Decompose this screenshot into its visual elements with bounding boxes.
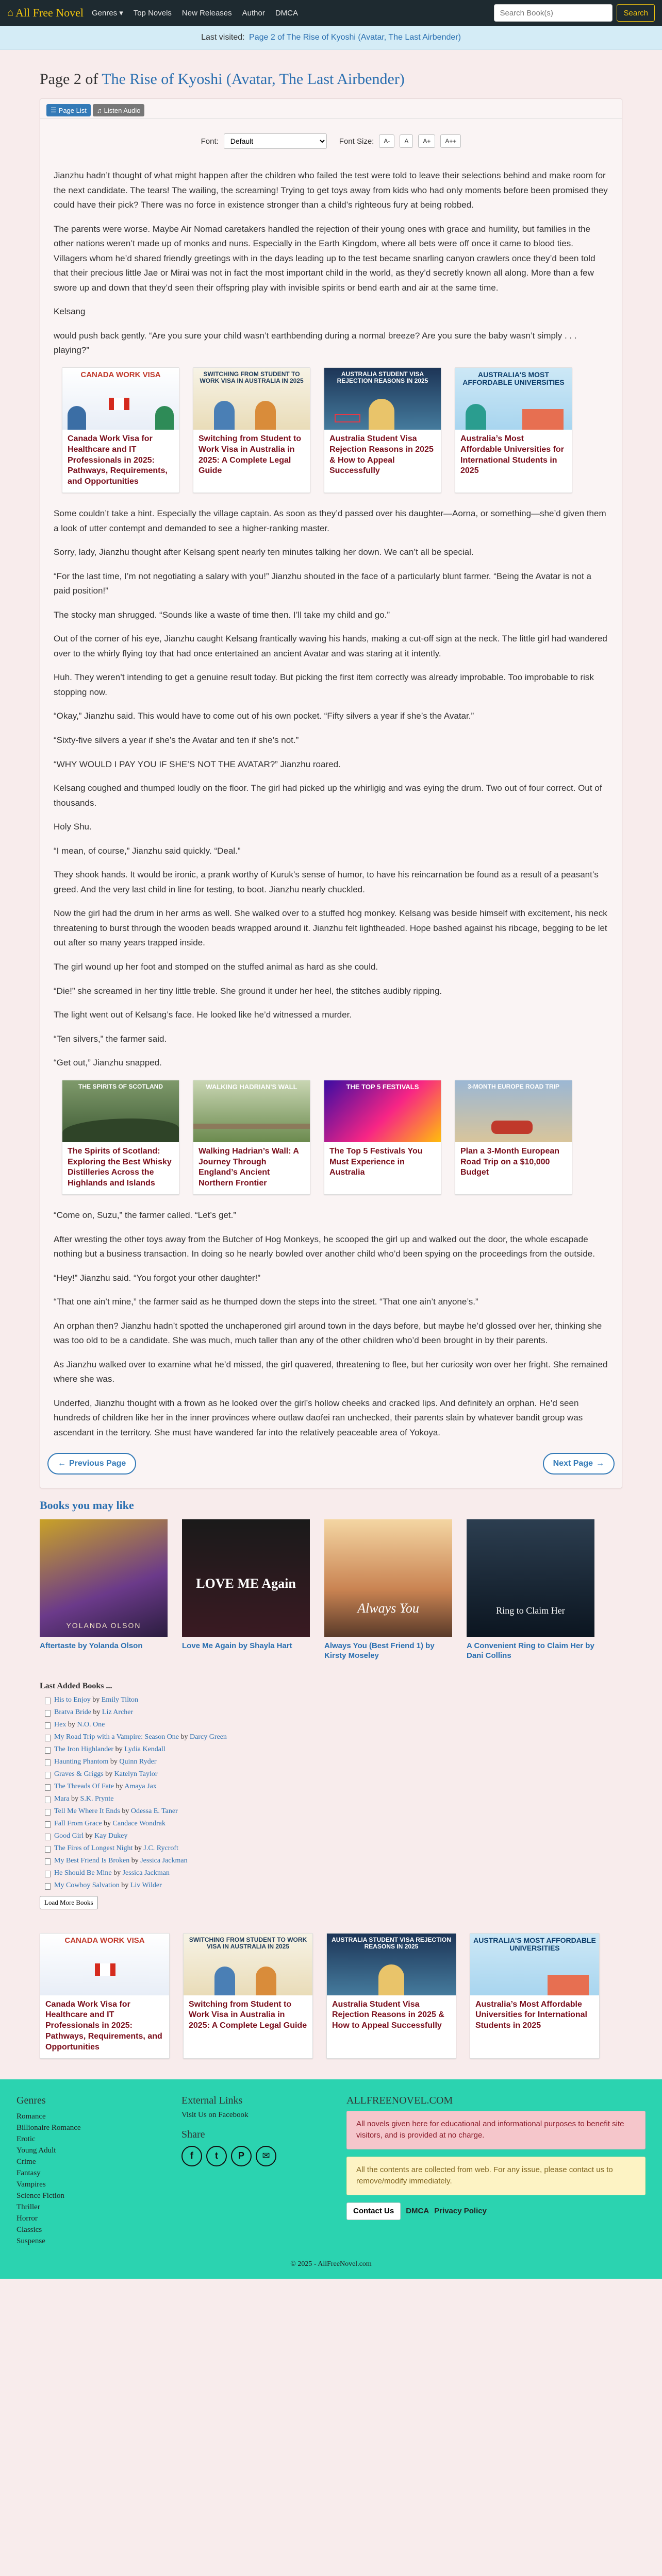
person-figure <box>255 401 276 430</box>
paragraph: Kelsang <box>54 307 86 317</box>
footer-columns <box>16 2095 646 2247</box>
person-figure <box>155 406 174 430</box>
flag-icon <box>109 398 129 410</box>
contact-us-button[interactable]: Contact Us <box>346 2202 401 2220</box>
wall-figure <box>193 1124 310 1129</box>
book-cover <box>40 1519 168 1637</box>
car-figure <box>491 1121 533 1134</box>
paragraph: The girl wound up her foot and stomped on the stuffed animal as hard as she could. <box>54 962 378 972</box>
ad-title: The Spirits of Scotland: Exploring the Best Whisky Distilleries Across the Highlands and Islands <box>68 1146 172 1188</box>
footer-site <box>346 2095 646 2247</box>
footer-share-heading: Share <box>181 2128 205 2140</box>
cover-text: Ring to Claim Her <box>496 1605 565 1616</box>
reader-settings <box>46 133 616 149</box>
author-link[interactable]: J.C. Rycroft <box>143 1844 178 1852</box>
ad-title: Walking Hadrian’s Wall: A Journey Through England’s Ancient Northern Frontier <box>198 1146 299 1188</box>
person-figure <box>214 1967 235 1995</box>
author-link[interactable]: Liv Wilder <box>130 1881 162 1889</box>
author-link[interactable]: N.O. One <box>77 1720 105 1728</box>
paragraph: The stocky man shrugged. “Sounds like a waste of time then. I’ll take my child and go.” <box>54 609 390 620</box>
book-title-link[interactable]: The Rise of Kyoshi (Avatar, The Last Airbender) <box>102 71 405 88</box>
footer-external-heading: External Links <box>181 2094 243 2106</box>
last-visited-label: Last visited: <box>201 33 245 42</box>
ad-row-mid <box>62 1080 608 1195</box>
list-item <box>54 1781 622 1793</box>
font-size-default[interactable]: A <box>400 134 413 148</box>
book-link[interactable]: Fall From Grace <box>54 1819 102 1827</box>
genre-link[interactable]: Science Fiction <box>16 2191 64 2200</box>
ad-title: Australia’s Most Affordable Universities for International Students in 2025 <box>460 434 564 476</box>
person-figure <box>256 1967 276 1995</box>
list-item <box>54 1793 622 1805</box>
paragraph: After wresting the other toys away from the Butcher of Hog Monkeys, he scooped the girl up and walked out the door, the whole escapade nothing but a business transaction. In doing so he nearly bowled over another child who’d been spying on the proceedings from the outside. <box>54 1234 595 1259</box>
page-title-prefix: Page 2 of <box>40 71 98 88</box>
main-content <box>40 71 622 2059</box>
list-icon: ☰ <box>51 106 57 114</box>
genre-link[interactable]: Erotic <box>16 2134 36 2143</box>
font-size-max[interactable]: A++ <box>440 134 461 148</box>
list-item <box>54 1855 622 1867</box>
paragraph: Huh. They weren’t intending to get a genuine result today. But picking the first item correctly was already improbable. Too improbable to risk stopping now. <box>54 672 594 697</box>
footer-genres <box>16 2095 181 2247</box>
books-you-may-like <box>40 1499 622 1661</box>
book-link[interactable]: Tell Me Where It Ends <box>54 1807 120 1815</box>
cover-text: YOLANDA OLSON <box>66 1621 141 1630</box>
footer-external <box>181 2095 346 2247</box>
ad-title: Australia’s Most Affordable Universities for International Students in 2025 <box>475 1999 587 2030</box>
book-title: A Convenient Ring to Claim Her by Dani Collins <box>467 1641 594 1660</box>
footer-links <box>346 2202 646 2220</box>
ad-card[interactable] <box>455 1080 572 1195</box>
paragraph: “That one ain’t mine,” the farmer said as he thumped down the steps into the street. “That one ain’t anyone’s.” <box>54 1297 478 1307</box>
pager <box>46 1453 616 1475</box>
page-title <box>40 71 622 88</box>
ad-title: Plan a 3-Month European Road Trip on a $10,000 Budget <box>460 1146 560 1177</box>
font-label: Font: <box>201 137 219 146</box>
author-link[interactable]: Liz Archer <box>102 1708 134 1716</box>
book-link[interactable]: Haunting Phantom <box>54 1757 109 1766</box>
list-item <box>54 1694 622 1706</box>
cover-text: Always You <box>357 1600 419 1616</box>
ad-card[interactable] <box>324 367 441 493</box>
person-figure <box>378 1964 404 1995</box>
paragraph: The light went out of Kelsang’s face. He looked like he’d witnessed a murder. <box>54 1010 352 1020</box>
by-label: by <box>131 1856 139 1865</box>
paragraph: As Jianzhu walked over to examine what he’d missed, the girl quavered, threatening to flee, but her curiosity won over her fright. She remained where she was. <box>54 1359 608 1384</box>
ad-title: Switching from Student to Work Visa in Australia in 2025: A Complete Legal Guide <box>189 1999 307 2030</box>
ad-image-text: AUSTRALIA'S MOST AFFORDABLE UNIVERSITIES <box>473 1936 596 1952</box>
author-link[interactable]: Lydia Kendall <box>124 1745 166 1753</box>
ad-row-top <box>62 367 608 493</box>
search-input[interactable] <box>494 4 613 22</box>
last-visited-link[interactable]: Page 2 of The Rise of Kyoshi (Avatar, The Last Airbender) <box>249 33 461 42</box>
by-label: by <box>71 1794 79 1803</box>
nav-top-novels[interactable]: Top Novels <box>133 8 172 18</box>
nav-genres-label: Genres <box>91 8 118 18</box>
ad-image <box>40 1934 169 1995</box>
previous-page-label: Previous Page <box>69 1459 126 1468</box>
book-link[interactable]: Good Girl <box>54 1832 84 1840</box>
book-link[interactable]: My Best Friend Is Broken <box>54 1856 130 1865</box>
paragraph: “Sixty-five silvers a year if she’s the Avatar and ten if she’s not.” <box>54 735 299 745</box>
by-label: by <box>115 1782 123 1790</box>
list-item <box>54 1867 622 1879</box>
share-icons <box>181 2146 346 2166</box>
ad-image <box>327 1934 456 1995</box>
genre-link[interactable]: Fantasy <box>16 2168 41 2177</box>
flag-icon <box>95 1963 115 1976</box>
font-size-decrease[interactable]: A- <box>379 134 394 148</box>
ad-card[interactable] <box>62 1080 179 1195</box>
by-label: by <box>115 1745 123 1753</box>
list-item <box>54 1842 622 1855</box>
next-page-label: Next Page <box>553 1459 593 1468</box>
load-more-button[interactable]: Load More Books <box>40 1896 98 1909</box>
book-cover <box>182 1519 310 1637</box>
ad-title: Canada Work Visa for Healthcare and IT Professionals in 2025: Pathways, Requirements, and Opportunities <box>45 1999 162 2052</box>
paragraph: They shook hands. It would be ironic, a prank worthy of Kuruk’s sense of humor, to have his reincarnation be found as a result of a peasant’s greed. And the very last child in line for testing, to boot. Jianzhu nearly chuckled. <box>54 870 599 894</box>
paragraph: Holy Shu. <box>54 822 92 832</box>
ad-image-text: THE SPIRITS OF SCOTLAND <box>78 1082 163 1090</box>
by-label: by <box>85 1832 93 1840</box>
ad-card[interactable] <box>193 367 310 493</box>
font-size-increase[interactable]: A+ <box>418 134 435 148</box>
ad-card[interactable] <box>40 1933 170 2059</box>
by-label: by <box>134 1844 142 1852</box>
paragraph: The parents were worse. Maybe Air Nomad caretakers handled the rejection of their young ones with grace and humility, but families in the other nations weren’t made up of monks and nuns. Especially in the Earth Kingdom, where all bets were off once it came to blood ties. Villagers whom he’d shared friendly greetings with in the days leading up to the test became snarling canyon crawlers once they’d been told that their precious little Jae or Mirai was not in fact the most important child in the world, as they’d secretly known all along. More than a few swore up and down that they’d seen their offspring play with invisible spirits or bend earth and air at the same time. <box>54 224 595 293</box>
last-added-books <box>40 1682 622 1909</box>
author-link[interactable]: Darcy Green <box>190 1733 227 1741</box>
person-figure <box>214 401 235 430</box>
reader-card <box>40 98 622 1488</box>
tab-page-list-label: Page List <box>58 106 87 114</box>
twitter-icon[interactable]: t <box>206 2146 227 2166</box>
paragraph: Sorry, lady, Jianzhu thought after Kelsang spent nearly ten minutes talking her down. We can’t all be special. <box>54 547 474 557</box>
ad-title: Canada Work Visa for Healthcare and IT Professionals in 2025: Pathways, Requirements, and Opportunities <box>68 434 168 486</box>
book-link[interactable]: Hex <box>54 1720 67 1728</box>
genre-link[interactable]: Horror <box>16 2214 38 2223</box>
tab-page-list[interactable] <box>46 104 91 116</box>
nav-genres[interactable] <box>92 8 123 18</box>
book-title: Love Me Again by Shayla Hart <box>182 1641 292 1650</box>
ad-image <box>193 368 310 430</box>
by-label: by <box>104 1819 111 1827</box>
ad-card[interactable] <box>326 1933 456 2059</box>
list-item <box>54 1830 622 1842</box>
hill-figure <box>62 1118 179 1142</box>
paragraph: “WHY WOULD I PAY YOU IF SHE’S NOT THE AVATAR?” Jianzhu roared. <box>54 759 341 769</box>
home-icon: ⌂ <box>7 7 14 19</box>
genre-link[interactable]: Suspense <box>16 2236 45 2245</box>
nav-search <box>494 4 655 22</box>
genre-link[interactable]: Billionaire Romance <box>16 2123 81 2132</box>
paragraph: “Get out,” Jianzhu snapped. <box>54 1058 162 1068</box>
brand-link[interactable] <box>7 6 84 20</box>
by-label: by <box>110 1757 118 1766</box>
ad-image <box>184 1934 312 1995</box>
ad-title: The Top 5 Festivals You Must Experience in Australia <box>329 1146 423 1177</box>
ad-card[interactable] <box>62 367 179 493</box>
ad-row-bottom <box>40 1933 622 2059</box>
reader-tabs <box>46 99 616 116</box>
author-link[interactable]: Jessica Jackman <box>140 1856 188 1865</box>
ad-image-text: CANADA WORK VISA <box>80 370 161 380</box>
author-link[interactable]: Emily Tilton <box>101 1696 138 1704</box>
arrow-right-icon: → <box>596 1459 604 1468</box>
privacy-policy-link[interactable]: Privacy Policy <box>434 2207 487 2215</box>
paragraph: Jianzhu hadn’t thought of what might happen after the children who failed the test were told to leave their selections behind and make room for the next candidate. The tears! The wailing, the screaming! Trying to get toys away from kids who had only moments before been promised they could have their pick? There was no force in existence stronger than a child’s righteous fury at being robbed. <box>54 171 608 210</box>
tab-listen-audio-label: Listen Audio <box>104 106 141 114</box>
book-link[interactable]: My Cowboy Salvation <box>54 1881 120 1889</box>
author-link[interactable]: Jessica Jackman <box>122 1869 170 1877</box>
ad-title: Australia Student Visa Rejection Reasons in 2025 & How to Appeal Successfully <box>329 434 434 476</box>
book-link[interactable]: Mara <box>54 1794 70 1803</box>
paragraph: “Hey!” Jianzhu said. “You forgot your other daughter!” <box>54 1273 260 1283</box>
person-figure <box>68 406 86 430</box>
brand-name: All Free Novel <box>15 6 84 19</box>
book-title: Aftertaste by Yolanda Olson <box>40 1641 143 1650</box>
ad-image-text: SWITCHING FROM STUDENT TO WORK VISA IN AUSTRALIA IN 2025 <box>189 1936 307 1950</box>
paragraph: Underfed, Jianzhu thought with a frown as he looked over the girl’s hollow cheeks and cracked lips. And definitely an orphan. He’d seen hundreds of children like her in the inner provinces where outlaw daofei ran unchecked, their parents slain by whatever bandit group was ascendant in the territory. She must have wandered far into the relatively peaceable area of Yokoya. <box>54 1398 583 1437</box>
paragraph: Now the girl had the drum in her arms as well. She walked over to a stuffed hog monkey. Kelsang was beside himself with excitement, his neck threatening to burst through the wooden beads wrapped around it. Jianzhu felt lightheaded. Hope bashed against his ribcage, begging to be let out after so many years trapped inside. <box>54 908 607 948</box>
font-select[interactable] <box>224 133 327 149</box>
rejected-stamp <box>335 414 360 422</box>
list-item <box>54 1768 622 1781</box>
paragraph: An orphan then? Jianzhu hadn’t spotted the unchaperoned girl around town in the days before, but maybe he’d glossed over her, thinking she was too old to be a candidate. She was much, much taller than any of the other children who’d been brought in by their parents. <box>54 1320 602 1346</box>
ad-image-text: AUSTRALIA STUDENT VISA REJECTION REASONS IN 2025 <box>332 1936 451 1950</box>
book-card[interactable] <box>467 1519 594 1661</box>
book-cover <box>324 1519 452 1637</box>
ad-image <box>324 368 441 430</box>
ad-image <box>470 1934 599 1995</box>
genre-link[interactable]: Classics <box>16 2225 42 2234</box>
book-link[interactable]: The Threads Of Fate <box>54 1782 114 1790</box>
ad-image <box>455 1080 572 1142</box>
paragraph: “Ten silvers,” the farmer said. <box>54 1033 167 1044</box>
by-label: by <box>121 1881 129 1889</box>
by-label: by <box>113 1869 121 1877</box>
by-label: by <box>105 1770 113 1778</box>
paragraph: “Come on, Suzu,” the farmer called. “Let’s get.” <box>54 1210 237 1220</box>
list-item <box>54 1805 622 1818</box>
copyright: © 2025 - AllFreeNovel.com <box>290 2260 372 2268</box>
ad-image-text: SWITCHING FROM STUDENT TO WORK VISA IN AUSTRALIA IN 2025 <box>200 370 304 385</box>
list-item <box>54 1731 622 1743</box>
genre-link[interactable]: Thriller <box>16 2202 40 2211</box>
by-label: by <box>93 1708 101 1716</box>
person-figure <box>369 399 394 430</box>
author-link[interactable]: Katelyn Taylor <box>114 1770 158 1778</box>
ad-image-text: 3-MONTH EUROPE ROAD TRIP <box>467 1082 559 1090</box>
ad-image-text: CANADA WORK VISA <box>64 1936 145 1945</box>
tabs-divider <box>40 118 622 119</box>
genre-link[interactable]: Young Adult <box>16 2146 56 2155</box>
ad-card[interactable] <box>324 1080 441 1195</box>
author-link[interactable]: Candace Wondrak <box>112 1819 166 1827</box>
book-card[interactable] <box>40 1519 168 1661</box>
ad-title: Australia Student Visa Rejection Reasons in 2025 & How to Appeal Successfully <box>332 1999 444 2030</box>
genre-link[interactable]: Vampires <box>16 2180 46 2189</box>
ad-image-text: AUSTRALIA STUDENT VISA REJECTION REASONS IN 2025 <box>337 370 428 385</box>
footer <box>0 2079 662 2279</box>
footer-site-heading: ALLFREENOVEL.COM <box>346 2094 453 2106</box>
paragraph: “Okay,” Jianzhu said. This would have to come out of his own pocket. “Fifty silvers a year if she’s the Avatar.” <box>54 711 474 721</box>
previous-page-button[interactable] <box>47 1453 136 1475</box>
book-link[interactable]: My Road Trip with a Vampire: Season One <box>54 1733 179 1741</box>
person-figure <box>466 404 486 430</box>
nav-dmca[interactable]: DMCA <box>275 8 299 18</box>
by-label: by <box>92 1696 100 1704</box>
font-size-label: Font Size: <box>339 137 374 146</box>
building-figure <box>522 409 564 430</box>
last-added-heading: Last Added Books ... <box>40 1681 112 1690</box>
author-link[interactable]: Odessa E. Taner <box>130 1807 178 1815</box>
ad-image <box>324 1080 441 1142</box>
list-item <box>54 1879 622 1892</box>
genre-link[interactable]: Romance <box>16 2112 46 2121</box>
genre-link[interactable]: Crime <box>16 2157 36 2166</box>
book-link[interactable]: Graves & Griggs <box>54 1770 104 1778</box>
audio-icon: ♫ <box>96 106 102 114</box>
ad-image-text: AUSTRALIA'S MOST AFFORDABLE UNIVERSITIES <box>462 370 565 387</box>
search-button[interactable]: Search <box>617 4 655 22</box>
book-link[interactable]: Bratva Bride <box>54 1708 91 1716</box>
list-item <box>54 1818 622 1830</box>
book-link[interactable]: His to Enjoy <box>54 1696 91 1704</box>
book-link[interactable]: The Fires of Longest Night <box>54 1844 133 1852</box>
list-item <box>54 1743 622 1756</box>
author-link[interactable]: Kay Dukey <box>94 1832 128 1840</box>
footer-dmca-link[interactable]: DMCA <box>406 2207 429 2215</box>
ad-card[interactable] <box>455 367 572 493</box>
tab-listen-audio[interactable] <box>93 104 145 116</box>
arrow-left-icon: ← <box>58 1459 66 1468</box>
book-link[interactable]: He Should Be Mine <box>54 1869 112 1877</box>
paragraph: “I mean, of course,” Jianzhu said quickly. “Deal.” <box>54 845 241 856</box>
pinterest-icon[interactable]: P <box>231 2146 252 2166</box>
paragraph: “For the last time, I’m not negotiating a salary with you!” Jianzhu shouted in the face of a particularly blunt farmer. “Being the Avatar is not a paid position!” <box>54 571 591 596</box>
email-icon[interactable]: ✉ <box>256 2146 276 2166</box>
book-link[interactable]: The Iron Highlander <box>54 1745 114 1753</box>
ad-image-text: WALKING HADRIAN'S WALL <box>206 1082 297 1091</box>
disclaimer-alert: All novels given here for educational and informational purposes to benefit site visitors, and is provided at no charge. <box>346 2111 646 2149</box>
author-link[interactable]: S.K. Prynte <box>80 1794 114 1803</box>
paragraph: “Die!” she screamed in her tiny little treble. She ground it under her heel, the stitches audibly ripping. <box>54 986 442 996</box>
by-label: by <box>68 1720 75 1728</box>
content-notice-alert: All the contents are collected from web. For any issue, please contact us to remove/modify immediately. <box>346 2157 646 2195</box>
book-card[interactable] <box>182 1519 310 1661</box>
next-page-button[interactable] <box>543 1453 615 1475</box>
paragraph: would push back gently. “Are you sure your child wasn’t earthbending during a normal breeze? Are you sure the baby wasn’t simply . . . playing?” <box>54 330 577 355</box>
paragraph: Kelsang coughed and thumped loudly on the floor. The girl had picked up the whirligig and was eying the drum. Two out of four correct. Out of thousands. <box>54 783 602 808</box>
by-label: by <box>122 1807 129 1815</box>
author-link[interactable]: Quinn Ryder <box>119 1757 157 1766</box>
list-item <box>54 1706 622 1719</box>
last-visited-bar <box>0 26 662 50</box>
book-title: Always You (Best Friend 1) by Kirsty Moseley <box>324 1641 435 1660</box>
building-figure <box>548 1975 589 1995</box>
facebook-link[interactable]: Visit Us on Facebook <box>181 2110 249 2119</box>
genre-list <box>16 2111 181 2247</box>
last-added-list <box>40 1694 622 1892</box>
ad-image <box>62 368 179 430</box>
nav-author[interactable]: Author <box>242 8 265 18</box>
ad-title: Switching from Student to Work Visa in Australia in 2025: A Complete Legal Guide <box>198 434 302 476</box>
ad-image-text: THE TOP 5 FESTIVALS <box>346 1082 419 1091</box>
navbar <box>0 0 662 26</box>
footer-genres-heading: Genres <box>16 2094 46 2106</box>
section-heading: Books you may like <box>40 1498 134 1512</box>
cover-text: LOVE ME Again <box>196 1575 296 1591</box>
facebook-icon[interactable]: f <box>181 2146 202 2166</box>
nav-new-releases[interactable]: New Releases <box>181 8 232 18</box>
paragraph: Out of the corner of his eye, Jianzhu caught Kelsang frantically waving his hands, making a cut-off sign at the neck. The little girl had wandered over to the whirly flying toy that had once entertained an ancient Avatar and was staring at it intently. <box>54 634 607 658</box>
caret-down-icon: ▾ <box>119 9 123 18</box>
book-cover <box>467 1519 594 1637</box>
ad-card[interactable] <box>183 1933 313 2059</box>
list-item <box>54 1719 622 1731</box>
paragraph: Some couldn’t take a hint. Especially the village captain. As soon as they’d passed over his daughter—Aorna, or something—she’d given them a look of utter contempt and demanded to see a higher-ranking master. <box>54 509 606 533</box>
ad-card[interactable] <box>470 1933 600 2059</box>
book-card[interactable] <box>324 1519 452 1661</box>
author-link[interactable]: Amaya Jax <box>124 1782 157 1790</box>
books-row <box>40 1519 622 1661</box>
by-label: by <box>180 1733 188 1741</box>
list-item <box>54 1756 622 1768</box>
ad-image <box>455 368 572 430</box>
ad-image <box>193 1080 310 1142</box>
ad-image <box>62 1080 179 1142</box>
ad-card[interactable] <box>193 1080 310 1195</box>
chapter-text <box>46 168 616 1440</box>
